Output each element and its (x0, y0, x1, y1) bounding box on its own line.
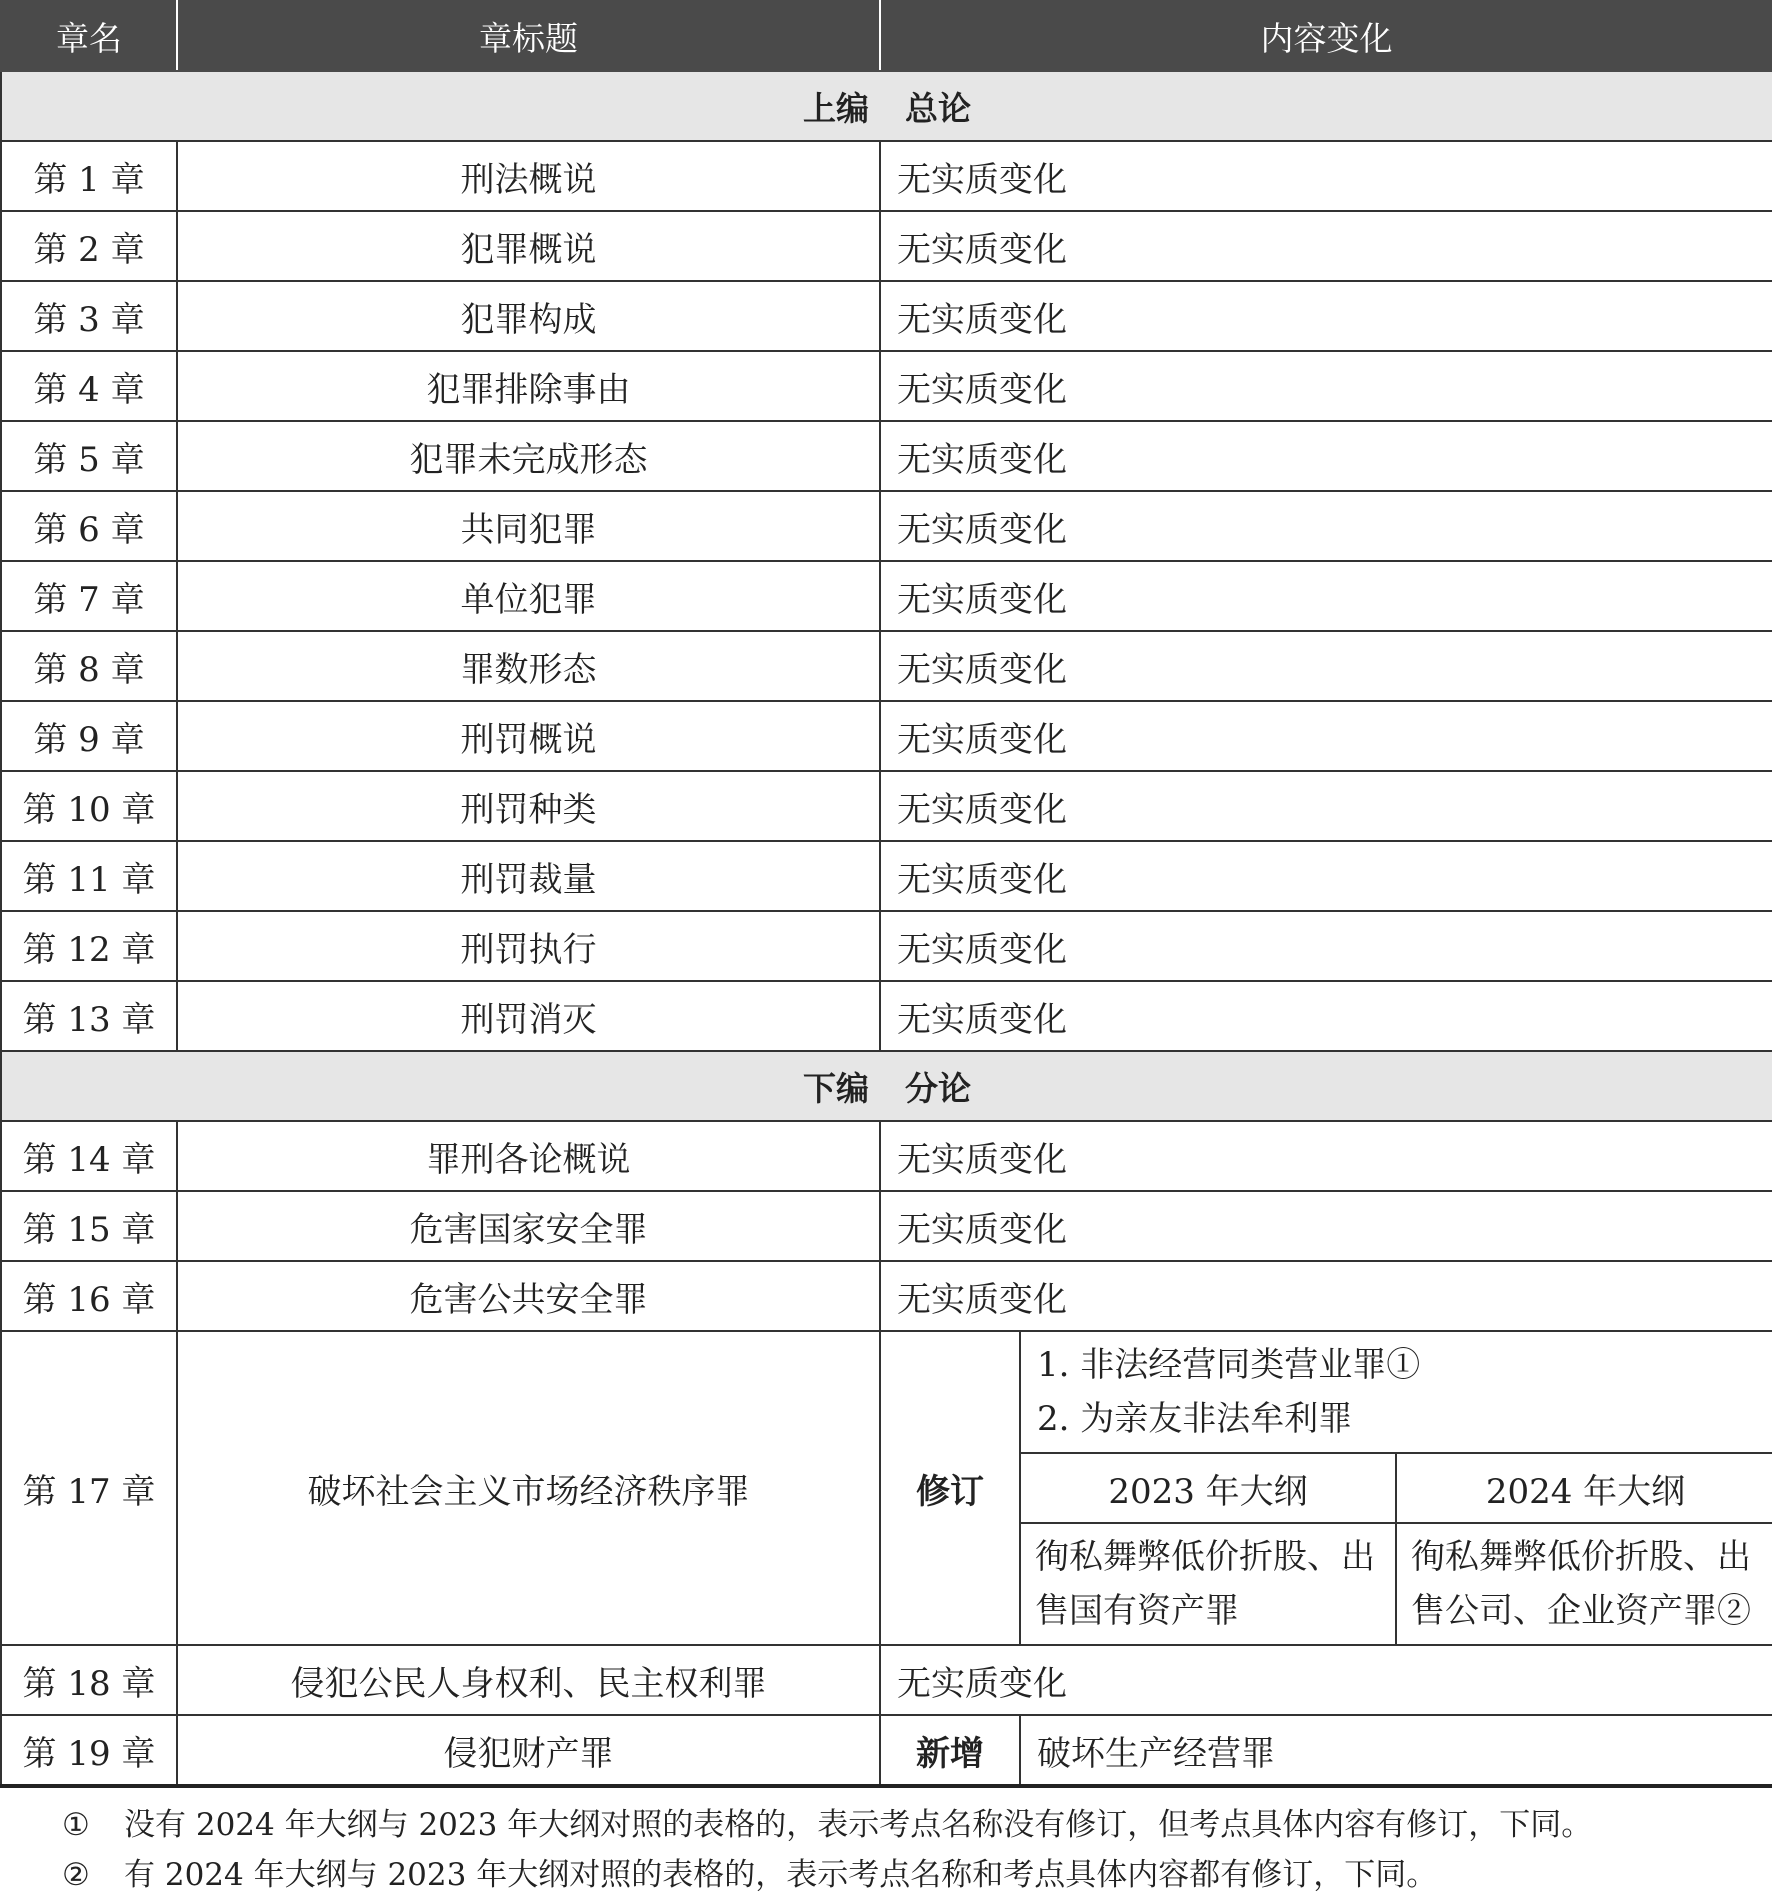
footnote-1 (0, 1800, 1772, 1850)
section-label-upper: 上编 总论 (1, 71, 1772, 141)
content-change: 无实质变化 (880, 981, 1772, 1051)
chapter-number: 第 8 章 (1, 631, 177, 701)
table-row (1, 561, 1772, 631)
table-row (1, 771, 1772, 841)
chapter-title: 刑法概说 (177, 141, 880, 211)
chapter-number: 第 19 章 (1, 1715, 177, 1786)
footnote-text: 没有 2024 年大纲与 2023 年大纲对照的表格的，表示考点名称没有修订，但考点具体内容有修订，下同。 (124, 1807, 1593, 1843)
revised-item-list (1021, 1332, 1772, 1453)
header-title: 章标题 (177, 1, 880, 71)
table-row (1, 701, 1772, 771)
chapter-title: 单位犯罪 (177, 561, 880, 631)
table-row (1, 491, 1772, 561)
chapter-title: 侵犯公民人身权利、民主权利罪 (177, 1645, 880, 1715)
chapter-title: 危害国家安全罪 (177, 1191, 880, 1261)
chapter-title: 犯罪排除事由 (177, 351, 880, 421)
chapter-title: 破坏社会主义市场经济秩序罪 (177, 1331, 880, 1645)
chapter-number: 第 7 章 (1, 561, 177, 631)
change-tag-revised: 修订 (880, 1331, 1020, 1645)
chapter-title: 刑罚概说 (177, 701, 880, 771)
chapter-title: 侵犯财产罪 (177, 1715, 880, 1786)
table-row (1, 351, 1772, 421)
content-change: 无实质变化 (880, 561, 1772, 631)
chapter-number: 第 11 章 (1, 841, 177, 911)
chapter-number: 第 18 章 (1, 1645, 177, 1715)
table-row (1, 1715, 1772, 1786)
content-change: 无实质变化 (880, 351, 1772, 421)
chapter-number: 第 2 章 (1, 211, 177, 281)
list-item: 2. 为亲友非法牟利罪 (1037, 1399, 1353, 1439)
content-change: 无实质变化 (880, 631, 1772, 701)
table-row (1, 1261, 1772, 1331)
table-row (1, 421, 1772, 491)
footnote-2 (0, 1850, 1772, 1900)
header-chapter: 章名 (1, 1, 177, 71)
table-header-row (1, 1, 1772, 71)
chapter-number: 第 17 章 (1, 1331, 177, 1645)
content-change: 无实质变化 (880, 421, 1772, 491)
section-row-upper (1, 71, 1772, 141)
year-2024-content: 徇私舞弊低价折股、出售公司、企业资产罪② (1396, 1523, 1772, 1644)
chapter-title: 罪刑各论概说 (177, 1121, 880, 1191)
table-row (1, 631, 1772, 701)
table-row (1, 1191, 1772, 1261)
content-change: 无实质变化 (880, 1191, 1772, 1261)
table-row (1, 211, 1772, 281)
footnote-mark: ② (62, 1857, 90, 1893)
content-change: 无实质变化 (880, 1645, 1772, 1715)
year-2023-header: 2023 年大纲 (1021, 1453, 1396, 1523)
chapter-number: 第 13 章 (1, 981, 177, 1051)
table-row (1, 1121, 1772, 1191)
table-row (1, 841, 1772, 911)
chapter-number: 第 14 章 (1, 1121, 177, 1191)
chapter-number: 第 15 章 (1, 1191, 177, 1261)
content-change: 无实质变化 (880, 141, 1772, 211)
table-row-ch17 (1, 1331, 1772, 1645)
chapter-title: 刑罚消灭 (177, 981, 880, 1051)
content-change: 无实质变化 (880, 491, 1772, 561)
chapter-number: 第 4 章 (1, 351, 177, 421)
year-2023-content: 徇私舞弊低价折股、出售国有资产罪 (1021, 1523, 1396, 1644)
content-change: 无实质变化 (880, 1121, 1772, 1191)
table-row (1, 281, 1772, 351)
chapter-number: 第 9 章 (1, 701, 177, 771)
section-label-lower: 下编 分论 (1, 1051, 1772, 1121)
chapter-number: 第 3 章 (1, 281, 177, 351)
chapter-number: 第 5 章 (1, 421, 177, 491)
chapter-title: 危害公共安全罪 (177, 1261, 880, 1331)
chapter-number: 第 12 章 (1, 911, 177, 981)
chapter-number: 第 1 章 (1, 141, 177, 211)
chapter-number: 第 10 章 (1, 771, 177, 841)
year-2024-header: 2024 年大纲 (1396, 1453, 1772, 1523)
footnotes (0, 1800, 1772, 1900)
change-tag-added: 新增 (880, 1715, 1020, 1786)
chapter-title: 刑罚种类 (177, 771, 880, 841)
chapter-title: 共同犯罪 (177, 491, 880, 561)
table-row (1, 1645, 1772, 1715)
table-row (1, 911, 1772, 981)
chapter-title: 犯罪构成 (177, 281, 880, 351)
chapter-number: 第 6 章 (1, 491, 177, 561)
content-change: 无实质变化 (880, 701, 1772, 771)
content-change: 无实质变化 (880, 841, 1772, 911)
footnote-mark: ① (62, 1807, 90, 1843)
chapter-title: 犯罪未完成形态 (177, 421, 880, 491)
chapter-title: 刑罚裁量 (177, 841, 880, 911)
content-change: 无实质变化 (880, 211, 1772, 281)
revision-compare-table (1021, 1332, 1772, 1644)
chapter-title: 犯罪概说 (177, 211, 880, 281)
revision-details (1020, 1331, 1772, 1645)
chapter-title: 刑罚执行 (177, 911, 880, 981)
content-change: 破坏生产经营罪 (1020, 1715, 1772, 1786)
content-change: 无实质变化 (880, 1261, 1772, 1331)
table-row (1, 141, 1772, 211)
chapter-number: 第 16 章 (1, 1261, 177, 1331)
header-change: 内容变化 (880, 1, 1772, 71)
content-change: 无实质变化 (880, 771, 1772, 841)
content-change: 无实质变化 (880, 911, 1772, 981)
list-item: 1. 非法经营同类营业罪① (1037, 1345, 1421, 1385)
footnote-text: 有 2024 年大纲与 2023 年大纲对照的表格的，表示考点名称和考点具体内容都有修订，下同。 (124, 1857, 1438, 1893)
chapter-title: 罪数形态 (177, 631, 880, 701)
section-row-lower (1, 1051, 1772, 1121)
table-row (1, 981, 1772, 1051)
content-change: 无实质变化 (880, 281, 1772, 351)
